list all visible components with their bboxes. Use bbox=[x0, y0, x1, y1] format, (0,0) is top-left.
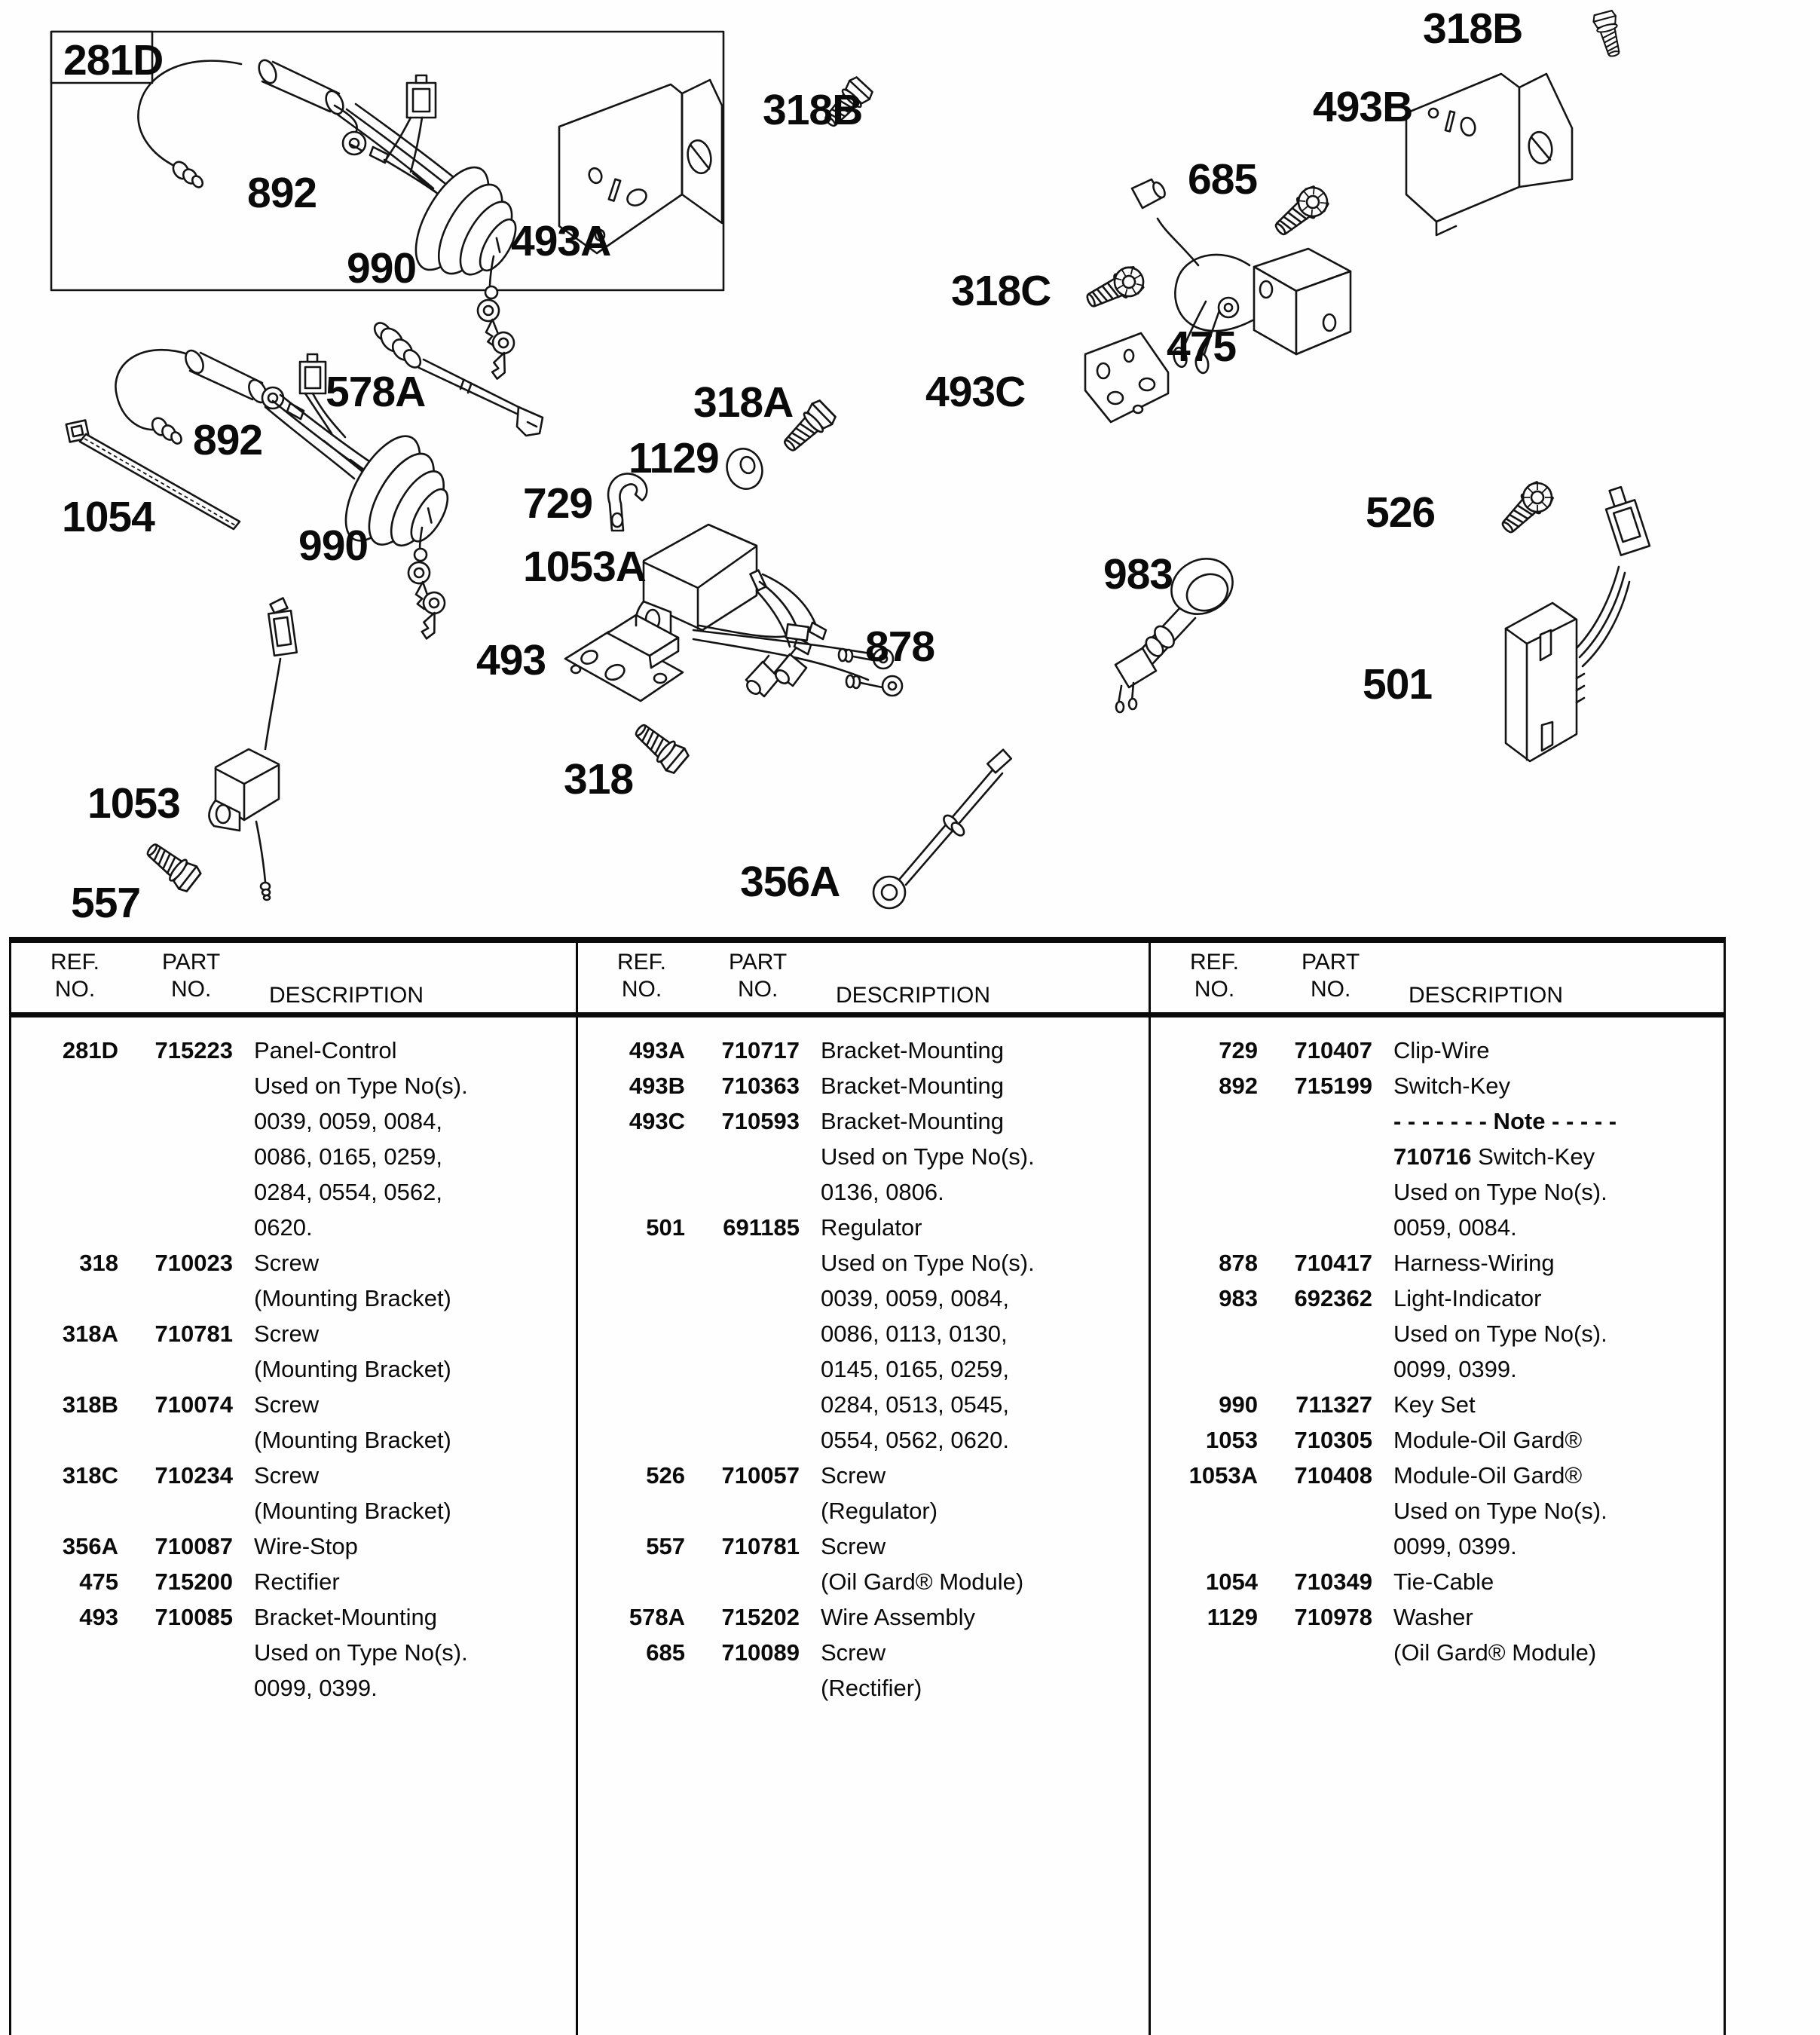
table-row bbox=[578, 1635, 1149, 1706]
part-label-318C: 318C bbox=[951, 267, 1051, 315]
part-label-892-1: 892 bbox=[247, 169, 317, 217]
part-label-892-2: 892 bbox=[193, 416, 263, 464]
description-line: Wire Assembly bbox=[821, 1604, 975, 1630]
description-line: Key Set bbox=[1393, 1391, 1476, 1418]
description bbox=[254, 1458, 576, 1529]
description-line: 0284, 0513, 0545, bbox=[821, 1391, 1009, 1418]
part-no: 710407 bbox=[1294, 1037, 1372, 1063]
part-label-526: 526 bbox=[1366, 488, 1436, 537]
description-line: Tie-Cable bbox=[1393, 1568, 1494, 1595]
description-line: Used on Type No(s). bbox=[821, 1143, 1035, 1170]
part-label-493: 493 bbox=[476, 636, 546, 684]
part-no: 710074 bbox=[154, 1391, 233, 1418]
part-label-729: 729 bbox=[523, 479, 593, 528]
part-label-475: 475 bbox=[1167, 323, 1237, 371]
part-label-493C: 493C bbox=[925, 368, 1026, 416]
description-line: Bracket-Mounting bbox=[821, 1073, 1004, 1099]
description bbox=[1393, 1068, 1724, 1245]
description-line: (Mounting Bracket) bbox=[254, 1427, 451, 1453]
part-drawing-screw-318 bbox=[629, 718, 690, 775]
description bbox=[1393, 1245, 1724, 1281]
ref-no: 892 bbox=[1219, 1073, 1258, 1099]
table-body bbox=[578, 1017, 1149, 1706]
header-part-no: PART NO. bbox=[1302, 950, 1360, 1002]
part-no: 710417 bbox=[1294, 1250, 1372, 1276]
parts-table bbox=[9, 937, 1726, 2035]
description-line: - - - - - - - Note - - - - - bbox=[1393, 1108, 1617, 1134]
description-line: Used on Type No(s). bbox=[254, 1639, 468, 1666]
description bbox=[254, 1599, 576, 1706]
description-line: 0099, 0399. bbox=[1393, 1533, 1517, 1559]
parts-table-column-1 bbox=[11, 943, 578, 2035]
part-label-356A: 356A bbox=[740, 858, 840, 906]
table-row bbox=[11, 1033, 576, 1245]
description bbox=[254, 1564, 576, 1599]
part-no: 710023 bbox=[154, 1250, 233, 1276]
table-row bbox=[1151, 1599, 1724, 1670]
description-line: Clip-Wire bbox=[1393, 1037, 1490, 1063]
description bbox=[1393, 1599, 1724, 1670]
part-no: 710089 bbox=[721, 1639, 800, 1666]
description-line: 710716 Switch-Key bbox=[1393, 1143, 1595, 1170]
table-row bbox=[578, 1458, 1149, 1529]
description-line: Screw bbox=[821, 1533, 886, 1559]
description bbox=[254, 1529, 576, 1564]
part-no: 710305 bbox=[1294, 1427, 1372, 1453]
table-row bbox=[578, 1033, 1149, 1068]
table-row bbox=[578, 1068, 1149, 1103]
header-ref-no: REF. NO. bbox=[617, 950, 667, 1002]
part-drawing-screw-318B-2 bbox=[1592, 10, 1626, 59]
description-line: Screw bbox=[821, 1639, 886, 1666]
table-row bbox=[578, 1529, 1149, 1599]
part-no: 692362 bbox=[1294, 1285, 1372, 1311]
part-label-281D: 281D bbox=[63, 36, 164, 84]
header-part-no: PART NO. bbox=[729, 950, 788, 1002]
part-no: 710087 bbox=[154, 1533, 233, 1559]
part-label-878: 878 bbox=[865, 623, 935, 671]
description-line: Wire-Stop bbox=[254, 1533, 358, 1559]
part-label-990-2: 990 bbox=[298, 522, 369, 570]
part-label-493B: 493B bbox=[1313, 83, 1413, 131]
ref-no: 356A bbox=[62, 1533, 118, 1559]
description bbox=[1393, 1033, 1724, 1068]
part-no: 711327 bbox=[1295, 1391, 1372, 1418]
description bbox=[821, 1599, 1149, 1635]
part-no: 710978 bbox=[1294, 1604, 1372, 1630]
description-line: Used on Type No(s). bbox=[821, 1250, 1035, 1276]
table-row bbox=[11, 1245, 576, 1316]
description bbox=[821, 1458, 1149, 1529]
description-line: (Mounting Bracket) bbox=[254, 1356, 451, 1382]
part-drawing-screw-557 bbox=[141, 837, 202, 893]
part-label-1129: 1129 bbox=[629, 434, 719, 482]
description-line: Screw bbox=[821, 1462, 886, 1489]
table-row bbox=[1151, 1387, 1724, 1422]
ref-no: 1054 bbox=[1206, 1568, 1258, 1595]
part-drawing-wire-stop-356A bbox=[873, 750, 1011, 908]
ref-no: 281D bbox=[62, 1037, 118, 1063]
description-line: 0145, 0165, 0259, bbox=[821, 1356, 1009, 1382]
ref-no: 318B bbox=[62, 1391, 118, 1418]
description-line: Used on Type No(s). bbox=[254, 1073, 468, 1099]
description-line: Module-Oil Gard® bbox=[1393, 1427, 1583, 1453]
table-row bbox=[11, 1529, 576, 1564]
part-label-318B-1: 318B bbox=[763, 86, 863, 134]
description-line: 0554, 0562, 0620. bbox=[821, 1427, 1009, 1453]
description bbox=[1393, 1564, 1724, 1599]
part-no: 710057 bbox=[721, 1462, 800, 1489]
ref-no: 318 bbox=[79, 1250, 118, 1276]
part-label-1053: 1053 bbox=[87, 779, 180, 828]
part-no: 715202 bbox=[721, 1604, 800, 1630]
part-label-1053A: 1053A bbox=[523, 543, 646, 591]
part-label-990-1: 990 bbox=[347, 244, 417, 292]
ref-no: 878 bbox=[1219, 1250, 1258, 1276]
part-label-983: 983 bbox=[1103, 550, 1173, 598]
table-body bbox=[11, 1017, 576, 1706]
part-label-318A: 318A bbox=[693, 378, 794, 427]
part-label-501: 501 bbox=[1363, 660, 1433, 708]
ref-no: 990 bbox=[1219, 1391, 1258, 1418]
parts-table-column-2 bbox=[578, 943, 1151, 2035]
table-row bbox=[1151, 1564, 1724, 1599]
ref-no: 493 bbox=[79, 1604, 118, 1630]
description-line: Used on Type No(s). bbox=[1393, 1320, 1607, 1347]
description bbox=[254, 1387, 576, 1458]
description-line: (Mounting Bracket) bbox=[254, 1285, 451, 1311]
description-line: Rectifier bbox=[254, 1568, 340, 1595]
part-label-318: 318 bbox=[564, 755, 634, 803]
description-line: Used on Type No(s). bbox=[1393, 1498, 1607, 1524]
table-row bbox=[1151, 1245, 1724, 1281]
description-line: (Mounting Bracket) bbox=[254, 1498, 451, 1524]
part-no: 710349 bbox=[1294, 1568, 1372, 1595]
part-no: 715223 bbox=[154, 1037, 233, 1063]
table-row bbox=[11, 1316, 576, 1387]
header-description: DESCRIPTION bbox=[1409, 983, 1564, 1008]
part-no: 710085 bbox=[154, 1604, 233, 1630]
description bbox=[254, 1245, 576, 1316]
part-no: 710781 bbox=[721, 1533, 800, 1559]
part-label-318B-2: 318B bbox=[1423, 5, 1523, 53]
description bbox=[1393, 1458, 1724, 1564]
exploded-diagram-art bbox=[0, 0, 1820, 937]
description-line: 0099, 0399. bbox=[1393, 1356, 1517, 1382]
table-header bbox=[578, 943, 1149, 1017]
parts-table-column-3 bbox=[1151, 943, 1724, 2035]
part-no: 691185 bbox=[723, 1214, 800, 1241]
header-description: DESCRIPTION bbox=[836, 983, 991, 1008]
table-row bbox=[1151, 1281, 1724, 1387]
description bbox=[821, 1529, 1149, 1599]
part-drawing-washer-1129 bbox=[722, 444, 767, 494]
description-line: 0059, 0084. bbox=[1393, 1214, 1517, 1241]
ref-no: 475 bbox=[79, 1568, 118, 1595]
part-drawing-module-1053 bbox=[209, 597, 296, 900]
ref-no: 526 bbox=[646, 1462, 685, 1489]
ref-no: 557 bbox=[646, 1533, 685, 1559]
ref-no: 578A bbox=[629, 1604, 685, 1630]
table-row bbox=[1151, 1422, 1724, 1458]
header-ref-no: REF. NO. bbox=[50, 950, 100, 1002]
part-drawing-screw-318C bbox=[1082, 262, 1149, 314]
description-line: Screw bbox=[254, 1320, 320, 1347]
description bbox=[821, 1635, 1149, 1706]
table-header bbox=[11, 943, 576, 1017]
description bbox=[1393, 1387, 1724, 1422]
ref-no: 729 bbox=[1219, 1037, 1258, 1063]
description-line: (Regulator) bbox=[821, 1498, 938, 1524]
part-no: 710593 bbox=[721, 1108, 800, 1134]
part-drawing-screw-526 bbox=[1495, 477, 1557, 539]
ref-no: 1053A bbox=[1188, 1462, 1258, 1489]
description-line: Used on Type No(s). bbox=[1393, 1179, 1607, 1205]
part-label-1054: 1054 bbox=[62, 493, 154, 541]
table-header bbox=[1151, 943, 1724, 1017]
description-line: 0136, 0806. bbox=[821, 1179, 944, 1205]
description-line: Bracket-Mounting bbox=[821, 1037, 1004, 1063]
description bbox=[1393, 1422, 1724, 1458]
description-line: 0039, 0059, 0084, bbox=[821, 1285, 1009, 1311]
description bbox=[1393, 1281, 1724, 1387]
description-line: Regulator bbox=[821, 1214, 922, 1241]
header-description: DESCRIPTION bbox=[269, 983, 424, 1008]
description bbox=[254, 1033, 576, 1245]
part-label-557: 557 bbox=[71, 879, 141, 927]
ref-no: 493A bbox=[629, 1037, 685, 1063]
ref-no: 1129 bbox=[1207, 1604, 1258, 1630]
description-line: Light-Indicator bbox=[1393, 1285, 1542, 1311]
table-row bbox=[1151, 1033, 1724, 1068]
ref-no: 983 bbox=[1219, 1285, 1258, 1311]
description-line: Screw bbox=[254, 1391, 320, 1418]
part-no: 715199 bbox=[1294, 1073, 1372, 1099]
part-no: 710717 bbox=[721, 1037, 800, 1063]
header-ref-no: REF. NO. bbox=[1190, 950, 1240, 1002]
description bbox=[254, 1316, 576, 1387]
description bbox=[821, 1068, 1149, 1103]
ref-no: 318C bbox=[62, 1462, 118, 1489]
part-drawing-bracket-493C bbox=[1085, 333, 1168, 422]
header-part-no: PART NO. bbox=[162, 950, 221, 1002]
table-row bbox=[578, 1599, 1149, 1635]
part-no: 710781 bbox=[154, 1320, 233, 1347]
description-line: Screw bbox=[254, 1462, 320, 1489]
description-line: 0284, 0554, 0562, bbox=[254, 1179, 442, 1205]
table-row bbox=[11, 1564, 576, 1599]
ref-no: 493B bbox=[629, 1073, 685, 1099]
description-line: Harness-Wiring bbox=[1393, 1250, 1555, 1276]
description-line: Panel-Control bbox=[254, 1037, 397, 1063]
description-line: (Oil Gard® Module) bbox=[1393, 1639, 1597, 1666]
description-line: Bracket-Mounting bbox=[821, 1108, 1004, 1134]
description-line: Washer bbox=[1393, 1604, 1473, 1630]
part-no: 710408 bbox=[1294, 1462, 1372, 1489]
description-line: Switch-Key bbox=[1393, 1073, 1511, 1099]
ref-no: 685 bbox=[646, 1639, 685, 1666]
description-line: Bracket-Mounting bbox=[254, 1604, 437, 1630]
part-drawing-bracket-493B bbox=[1406, 74, 1572, 235]
table-row bbox=[11, 1599, 576, 1706]
table-body bbox=[1151, 1017, 1724, 1670]
table-row bbox=[578, 1210, 1149, 1458]
part-no: 710234 bbox=[154, 1462, 233, 1489]
description-line: Screw bbox=[254, 1250, 320, 1276]
part-label-578A: 578A bbox=[326, 368, 426, 416]
description-line: 0620. bbox=[254, 1214, 313, 1241]
part-drawing-screw-685 bbox=[1269, 182, 1333, 242]
table-row bbox=[1151, 1458, 1724, 1564]
ref-no: 501 bbox=[646, 1214, 685, 1241]
part-drawing-regulator-501 bbox=[1506, 484, 1650, 761]
ref-no: 1053 bbox=[1206, 1427, 1258, 1453]
table-row bbox=[11, 1458, 576, 1529]
description-line: (Oil Gard® Module) bbox=[821, 1568, 1024, 1595]
description bbox=[821, 1210, 1149, 1458]
description-line: 0039, 0059, 0084, bbox=[254, 1108, 442, 1134]
description-line: (Rectifier) bbox=[821, 1675, 922, 1701]
description-line: 0099, 0399. bbox=[254, 1675, 378, 1701]
table-row bbox=[11, 1387, 576, 1458]
description bbox=[821, 1033, 1149, 1068]
part-no: 710363 bbox=[721, 1073, 800, 1099]
description bbox=[821, 1103, 1149, 1210]
part-label-493A: 493A bbox=[511, 217, 611, 265]
ref-no: 493C bbox=[629, 1108, 685, 1134]
ref-no: 318A bbox=[62, 1320, 118, 1347]
description-line: 0086, 0113, 0130, bbox=[821, 1320, 1008, 1347]
description-line: Module-Oil Gard® bbox=[1393, 1462, 1583, 1489]
table-row bbox=[578, 1103, 1149, 1210]
part-label-685: 685 bbox=[1188, 155, 1258, 204]
table-row bbox=[1151, 1068, 1724, 1245]
part-no: 715200 bbox=[154, 1568, 233, 1595]
description-line: 0086, 0165, 0259, bbox=[254, 1143, 442, 1170]
